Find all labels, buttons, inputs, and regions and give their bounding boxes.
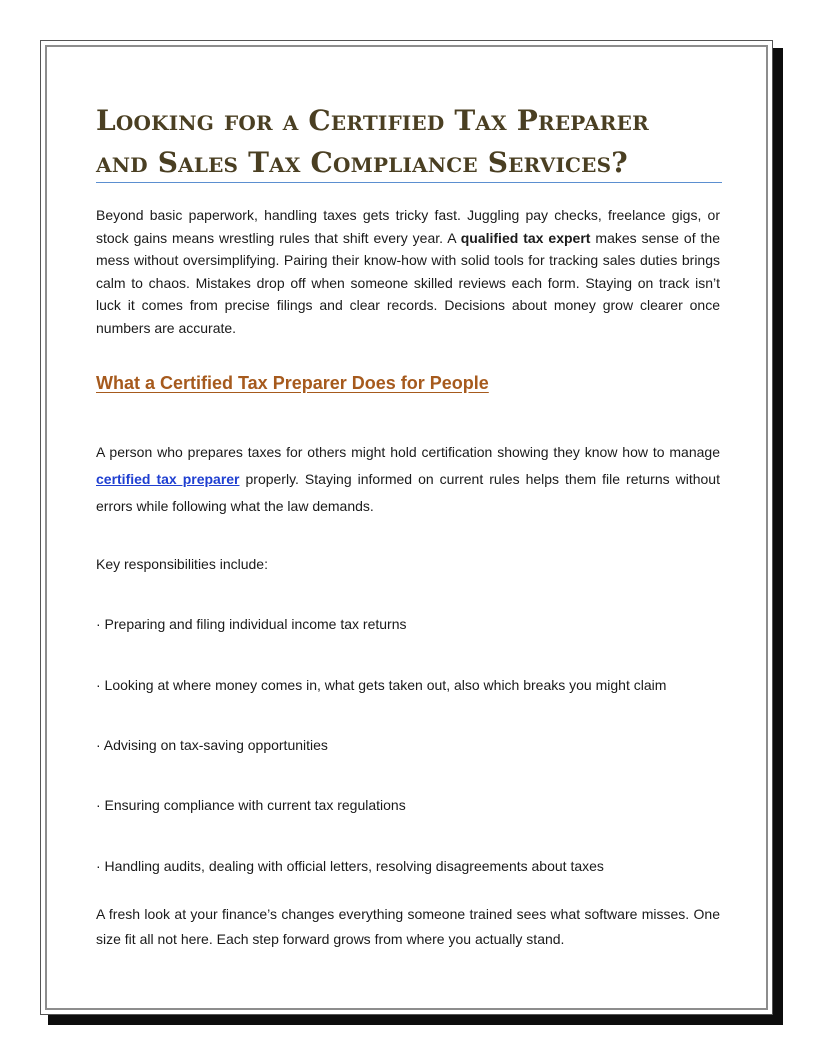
list-item: · Looking at where money comes in, what gets taken out, also which breaks you might claim	[96, 677, 667, 693]
title-line-2: and Sales Tax Compliance Services?	[96, 146, 628, 179]
certified-tax-preparer-link[interactable]: certified tax preparer	[96, 471, 240, 487]
list-item: · Preparing and filing individual income tax returns	[96, 616, 407, 632]
page-title	[96, 100, 722, 184]
section-text-1: A person who prepares taxes for others might hold certification showing they know how to manage	[96, 444, 720, 460]
closing-paragraph: A fresh look at your finance’s changes everything someone trained sees what software misses. One size fit all not here. Each step forward grows from where you actually stand.	[96, 906, 720, 947]
key-responsibilities-label: Key responsibilities include:	[96, 556, 268, 572]
intro-paragraph	[96, 204, 720, 339]
section-text-2: properly. Staying informed on current rules helps them file returns without errors while following what the law demands.	[96, 471, 720, 514]
list-item: · Advising on tax-saving opportunities	[96, 737, 328, 753]
section-paragraph	[96, 439, 720, 520]
list-item: · Handling audits, dealing with official letters, resolving disagreements about taxes	[96, 858, 604, 874]
intro-text-1: Beyond basic paperwork, handling taxes gets tricky fast. Juggling pay checks, freelance gigs, or stock gains means wrestling rules that shift every year. A	[96, 207, 720, 246]
section-heading: What a Certified Tax Preparer Does for People	[96, 373, 489, 393]
title-line-1: Looking for a Certified Tax Preparer	[96, 104, 649, 137]
intro-bold-phrase: qualified tax expert	[460, 229, 591, 246]
intro-text-2: makes sense of the mess without oversimplifying. Pairing their know-how with solid tools for tracking sales duties brings calm to chaos. Mistakes drop off when someone skilled reviews each form. Staying on track isn’t luck it comes from precise filings and clear records. Decisions about money grow clearer once numbers are accurate.	[96, 229, 721, 336]
list-item: · Ensuring compliance with current tax regulations	[96, 797, 406, 813]
title-underline-rule	[96, 182, 722, 183]
